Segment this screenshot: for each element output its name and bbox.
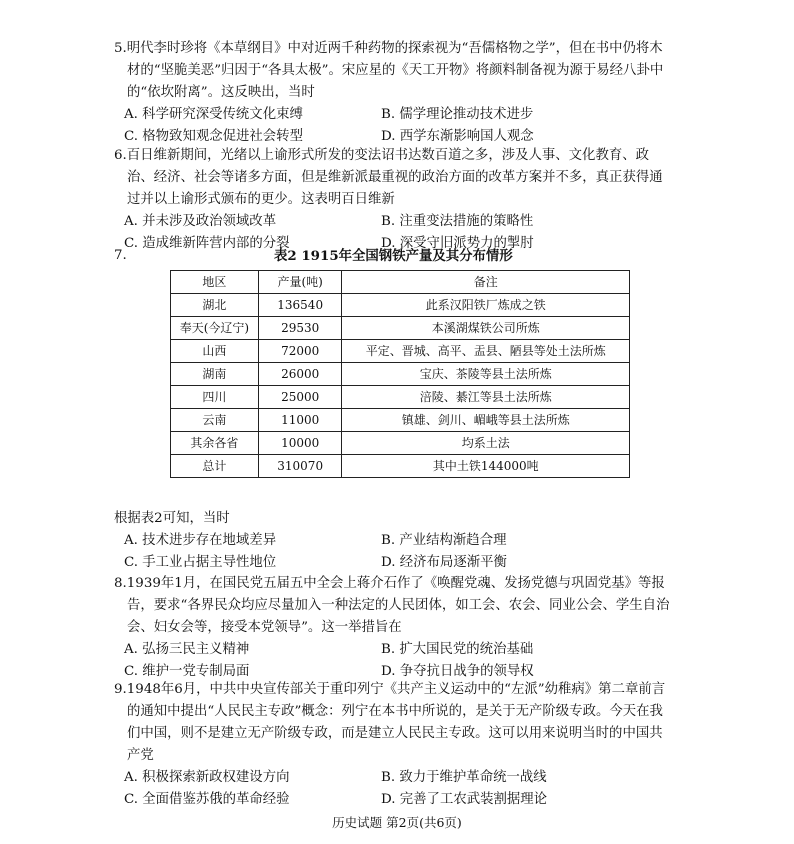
table-row (171, 294, 630, 317)
question-8 (114, 573, 674, 683)
header-output: 产量(吨) (258, 271, 342, 294)
table-caption: 表2 1915年全国钢铁产量及其分布情形 (274, 248, 513, 264)
option-c[interactable]: C. 维护一党专制局面 (124, 664, 250, 679)
question-7-number: 7. (114, 248, 127, 263)
question-7 (114, 508, 674, 574)
option-d[interactable]: D. 争夺抗日战争的领导权 (381, 664, 534, 679)
cell-output: 72000 (258, 340, 342, 363)
table-row (171, 363, 630, 386)
question-9-options (124, 767, 674, 811)
question-5-options (124, 104, 674, 148)
question-7-stem: 根据表2可知，当时 (114, 511, 230, 526)
question-5 (114, 38, 674, 148)
cell-region: 云南 (171, 409, 259, 432)
question-9-stem: 9.1948年6月，中共中央宣传部关于重印列宁《共产主义运动中的“左派”幼稚病》第二章前言的通知中提出“人民民主专政”概念：列宁在本书中所说的，是关于无产阶级专政。今天在我们中国，则不是建立无产阶级专政，而是建立人民民主专政。这可以用来说明当时的中国共产党 (114, 682, 666, 763)
cell-region: 湖北 (171, 294, 259, 317)
option-b[interactable]: B. 扩大国民党的统治基础 (381, 642, 534, 657)
option-a[interactable]: A. 科学研究深受传统文化束缚 (124, 107, 303, 122)
table-row (171, 455, 630, 478)
option-a[interactable]: A. 弘扬三民主义精神 (124, 642, 250, 657)
question-6-stem: 6.百日维新期间，光绪以上谕形式所发的变法诏书达数百道之多，涉及人事、文化教育、政治、经济、社会等诸多方面，但是维新派最重视的政治方面的改革方案并不多，真正获得通过并以上谕形式颁布的更少。这表明百日维新 (114, 148, 663, 207)
steel-production-table (170, 270, 630, 478)
option-a[interactable]: A. 技术进步存在地域差异 (124, 533, 277, 548)
cell-note: 本溪湖煤铁公司所炼 (342, 317, 630, 340)
page-footer: 历史试题 第2页(共6页) (332, 815, 462, 830)
option-b[interactable]: B. 致力于维护革命统一战线 (381, 770, 547, 785)
cell-region: 总计 (171, 455, 259, 478)
cell-note: 宝庆、茶陵等县土法所炼 (342, 363, 630, 386)
option-a[interactable]: A. 积极探索新政权建设方向 (124, 770, 290, 785)
option-c[interactable]: C. 全面借鉴苏俄的革命经验 (124, 792, 290, 807)
question-8-stem: 8.1939年1月，在国民党五届五中全会上蒋介石作了《唤醒党魂、发扬党德与巩固党基》等报告，要求“各界民众均应尽量加入一种法定的人民团体，如工会、农会、同业公会、学生自治会、妇女会等，接受本党领导”。这一举措旨在 (114, 576, 670, 635)
cell-output: 25000 (258, 386, 342, 409)
question-7-header (114, 245, 674, 267)
cell-region: 四川 (171, 386, 259, 409)
option-b[interactable]: B. 儒学理论推动技术进步 (381, 107, 534, 122)
option-d[interactable]: D. 深受守旧派势力的掣肘 (381, 236, 534, 251)
cell-note: 涪陵、綦江等县土法所炼 (342, 386, 630, 409)
cell-note: 镇雄、剑川、嵋峨等县土法所炼 (342, 409, 630, 432)
cell-region: 湖南 (171, 363, 259, 386)
cell-region: 奉天(今辽宁) (171, 317, 259, 340)
question-7-options (124, 530, 674, 574)
option-c[interactable]: C. 手工业占据主导性地位 (124, 555, 277, 570)
option-d[interactable]: D. 西学东渐影响国人观念 (381, 129, 534, 144)
question-8-options (124, 639, 674, 683)
cell-note: 此系汉阳铁厂炼成之铁 (342, 294, 630, 317)
option-b[interactable]: B. 注重变法措施的策略性 (381, 214, 534, 229)
option-d[interactable]: D. 完善了工农武装割据理论 (381, 792, 548, 807)
cell-output: 10000 (258, 432, 342, 455)
cell-output: 11000 (258, 409, 342, 432)
table-row (171, 317, 630, 340)
cell-output: 136540 (258, 294, 342, 317)
cell-note: 均系土法 (342, 432, 630, 455)
option-d[interactable]: D. 经济布局逐渐平衡 (381, 555, 507, 570)
table-row (171, 340, 630, 363)
table-row (171, 386, 630, 409)
option-b[interactable]: B. 产业结构渐趋合理 (381, 533, 507, 548)
question-6 (114, 145, 674, 255)
cell-output: 310070 (258, 455, 342, 478)
cell-note: 平定、晋城、高平、盂县、陋县等处土法所炼 (342, 340, 630, 363)
option-a[interactable]: A. 并未涉及政治领域改革 (124, 214, 277, 229)
table-header-row (171, 271, 630, 294)
table-row (171, 409, 630, 432)
cell-output: 29530 (258, 317, 342, 340)
option-c[interactable]: C. 格物致知观念促进社会转型 (124, 129, 303, 144)
cell-region: 其余各省 (171, 432, 259, 455)
cell-region: 山西 (171, 340, 259, 363)
option-c[interactable]: C. 造成维新阵营内部的分裂 (124, 236, 290, 251)
header-region: 地区 (171, 271, 259, 294)
cell-note: 其中土铁144000吨 (342, 455, 630, 478)
header-note: 备注 (342, 271, 630, 294)
cell-output: 26000 (258, 363, 342, 386)
question-9 (114, 679, 674, 811)
question-5-stem: 5.明代李时珍将《本草纲目》中对近两千种药物的探索视为“吾儒格物之学”，但在书中仍将木材的“坚脆美恶”归因于“各具太极”。宋应星的《天工开物》将颜料制备视为源于易经八卦中的“依坎附离”。这反映出，当时 (114, 41, 664, 100)
table-row (171, 432, 630, 455)
